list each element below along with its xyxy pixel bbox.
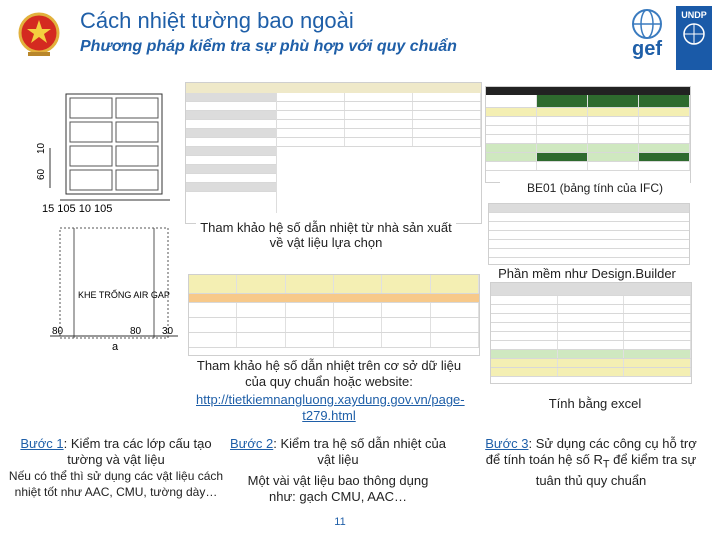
step3-description: : Sử dụng các công cụ hỗ trợ để tính toán hệ số R [485,436,697,467]
page-title: Cách nhiệt tường bao ngoài [80,8,354,33]
step1-text [6,436,226,468]
dim-60-label: 60 [36,168,47,180]
wall-plan-section [60,228,168,338]
designbuilder-caption: Phần mềm như Design.Builder [484,266,690,281]
gef-logo-text: gef [632,38,662,60]
step1-note: Nếu có thể thì sử dụng các vật liệu cách nhiệt tốt như AAC, CMU, tường dày… [8,469,224,499]
step2-note: Một vài vật liệu bao thông dụng như: gạch CMU, AAC… [247,473,429,504]
gef-logo [624,8,670,60]
step2-label: Bước 2 [230,436,274,451]
page-subtitle: Phương pháp kiểm tra sự phù hợp với quy chuẩn [80,38,457,55]
brick-wall-elevation [50,94,162,194]
step3-tail: để kiểm tra sự tuân thủ quy chuẩn [535,452,697,488]
air-gap-label: KHE TRỐNG AIR GAP [78,290,170,300]
dim-80-left-label: 80 [52,326,64,337]
excel-calculation-image [490,282,692,384]
designbuilder-panel-image [488,203,690,265]
standard-database-table-image [188,274,480,356]
be01-caption: BE01 (bảng tính của IFC) [500,181,690,196]
step3-label: Bước 3 [485,436,529,451]
step2-text [228,436,448,468]
website-link[interactable]: http://tietkiemnangluong.xaydung.gov.vn/page-t279.html [196,392,465,423]
wall-section-diagram [30,88,180,418]
undp-logo [676,6,712,70]
step1-description: : Kiểm tra các lớp cấu tạo tường và vật liệu [63,436,212,467]
standard-caption: Tham khảo hệ số dẫn nhiệt trên cơ sở dữ liệu của quy chuẩn hoặc website: [196,358,462,389]
step2-description: : Kiểm tra hệ số dẫn nhiệt của vật liệu [273,436,446,467]
page-number: 11 [334,516,346,528]
step3-subscript: T [602,458,610,471]
dim-a-label: a [112,341,119,353]
excel-caption: Tính bằng excel [510,396,680,411]
manufacturer-datasheet-image [185,82,482,224]
un-emblem-icon [676,20,712,50]
dim-80-right-label: 80 [130,326,142,337]
national-emblem-icon [18,12,60,58]
undp-logo-text: UNDP [681,10,707,20]
step1-label: Bước 1 [20,436,64,451]
step3-text [478,436,704,489]
dim-bottom-label: 15 105 10 105 [42,203,113,215]
be01-spreadsheet-image [485,86,691,183]
manufacturer-caption: Tham khảo hệ số dẫn nhiệt từ nhà sản xuất về vật liệu lựa chọn [196,220,456,250]
dim-30-label: 30 [162,326,174,337]
dim-10-label: 10 [36,142,47,154]
